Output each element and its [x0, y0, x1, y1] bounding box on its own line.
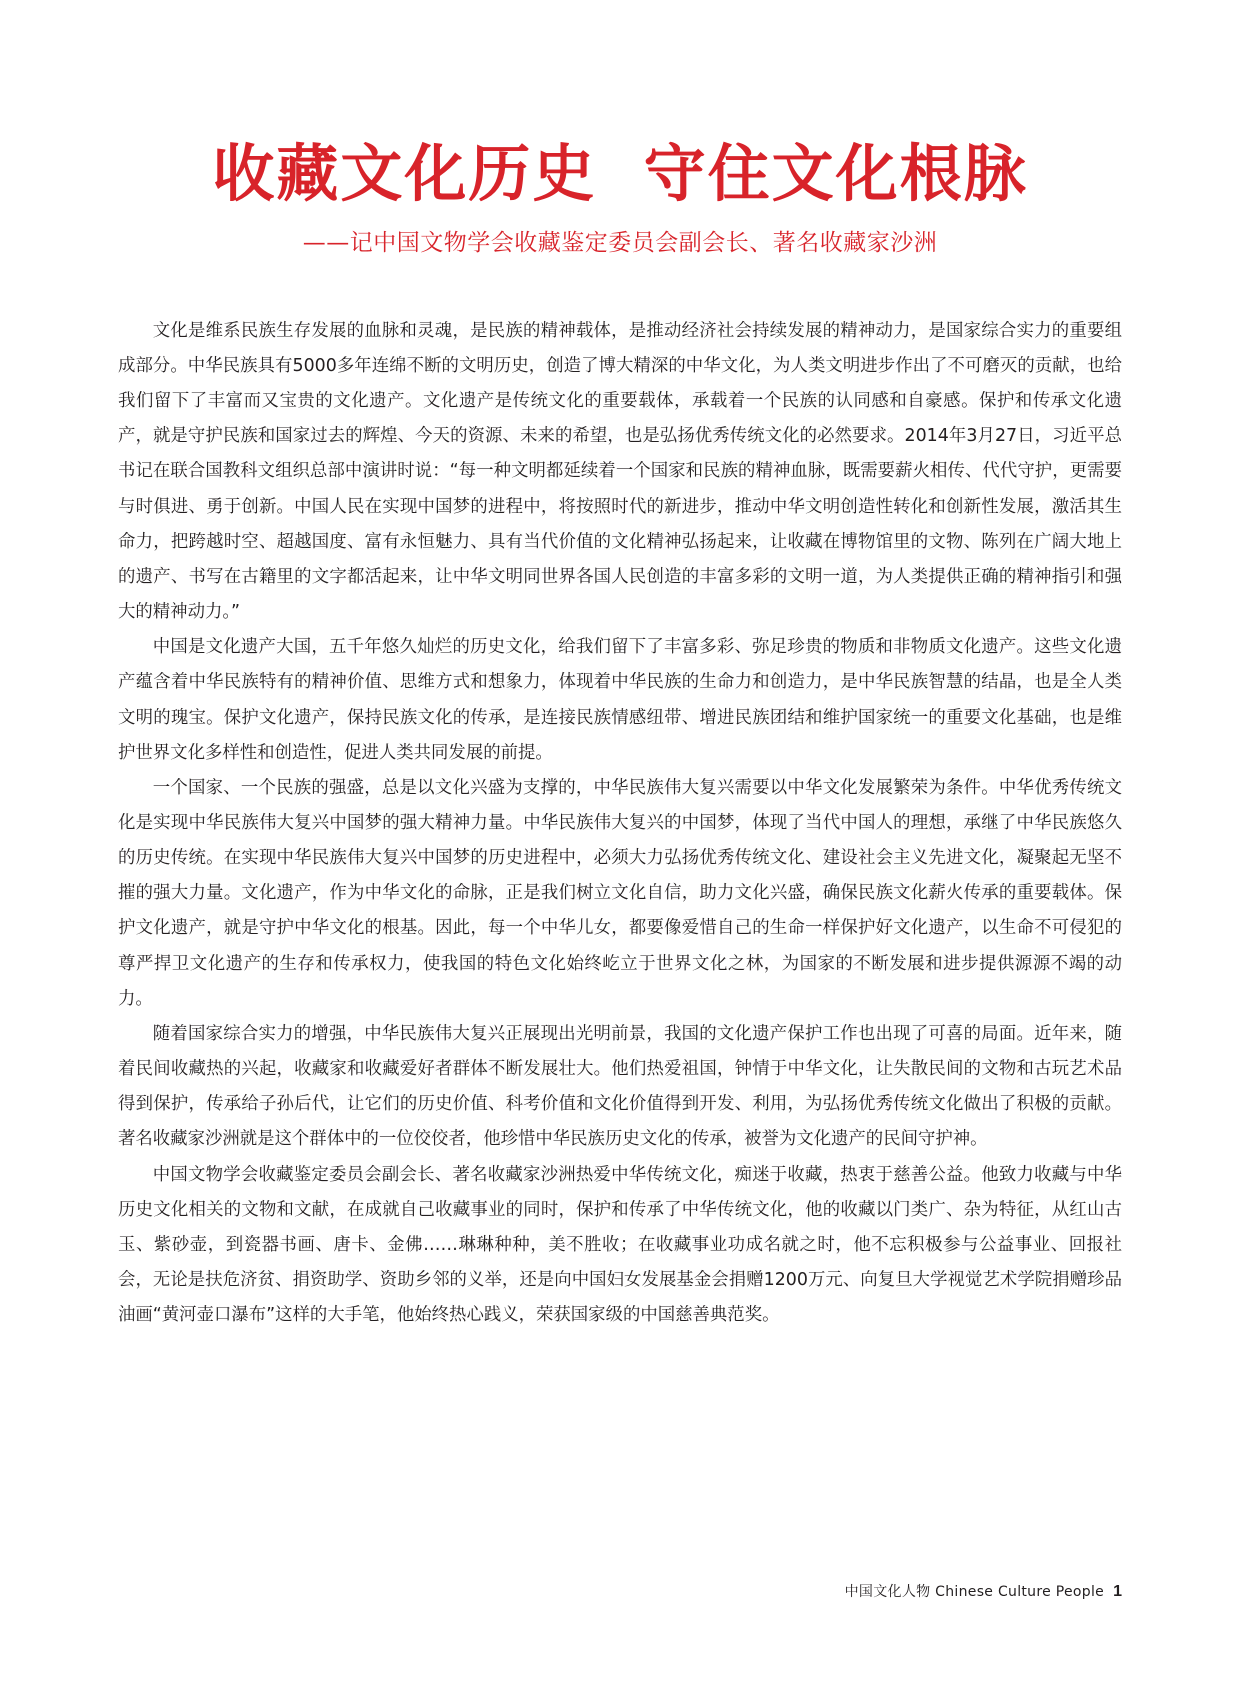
page-title: 收藏文化历史 守住文化根脉	[212, 137, 1028, 210]
footer-publication: 中国文化人物 Chinese Culture People	[844, 1584, 1105, 1600]
article-body	[118, 314, 1122, 1334]
page-footer	[0, 1581, 1240, 1601]
footer-page-number: 1	[1113, 1583, 1122, 1600]
paragraph: 中国文物学会收藏鉴定委员会副会长、著名收藏家沙洲热爱中华传统文化，痴迷于收藏，热衷于慈善公益。他致力收藏与中华历史文化相关的文物和文献，在成就自己收藏事业的同时，保护和传承了中华传统文化，他的收藏以门类广、杂为特征，从红山古玉、紫砂壶，到瓷器书画、唐卡、金佛……琳琳种种，美不胜收；在收藏事业功成名就之时，他不忘积极参与公益事业、回报社会，无论是扶危济贫、捐资助学、资助乡邻的义举，还是向中国妇女发展基金会捐赠1200万元、向复旦大学视觉艺术学院捐赠珍品油画“黄河壶口瀑布”这样的大手笔，他始终热心践义，荣获国家级的中国慈善典范奖。	[118, 1164, 1122, 1326]
title-block	[0, 0, 1240, 258]
paragraph: 文化是维系民族生存发展的血脉和灵魂，是民族的精神载体，是推动经济社会持续发展的精神动力，是国家综合实力的重要组成部分。中华民族具有5000多年连绵不断的文明历史，创造了博大精深的中华文化，为人类文明进步作出了不可磨灭的贡献，也给我们留下了丰富而又宝贵的文化遗产。文化遗产是传统文化的重要载体，承载着一个民族的认同感和自豪感。保护和传承文化遗产，就是守护民族和国家过去的辉煌、今天的资源、未来的希望，也是弘扬优秀传统文化的必然要求。2014年3月27日，习近平总书记在联合国教科文组织总部中演讲时说：“每一种文明都延续着一个国家和民族的精神血脉，既需要薪火相传、代代守护，更需要与时俱进、勇于创新。中国人民在实现中国梦的进程中，将按照时代的新进步，推动中华文明创造性转化和创新性发展，激活其生命力，把跨越时空、超越国度、富有永恒魅力、具有当代价值的文化精神弘扬起来，让收藏在博物馆里的文物、陈列在广阔大地上的遗产、书写在古籍里的文字都活起来，让中华文明同世界各国人民创造的丰富多彩的文明一道，为人类提供正确的精神指引和强大的精神动力。”	[118, 320, 1122, 623]
paragraph: 中国是文化遗产大国，五千年悠久灿烂的历史文化，给我们留下了丰富多彩、弥足珍贵的物质和非物质文化遗产。这些文化遗产蕴含着中华民族特有的精神价值、思维方式和想象力，体现着中华民族的生命力和创造力，是中华民族智慧的结晶，也是全人类文明的瑰宝。保护文化遗产，保持民族文化的传承，是连接民族情感纽带、增进民族团结和维护国家统一的重要文化基础，也是维护世界文化多样性和创造性，促进人类共同发展的前提。	[118, 637, 1122, 763]
paragraph: 随着国家综合实力的增强，中华民族伟大复兴正展现出光明前景，我国的文化遗产保护工作也出现了可喜的局面。近年来，随着民间收藏热的兴起，收藏家和收藏爱好者群体不断发展壮大。他们热爱祖国，钟情于中华文化，让失散民间的文物和古玩艺术品得到保护，传承给子孙后代，让它们的历史价值、科考价值和文化价值得到开发、利用，为弘扬优秀传统文化做出了积极的贡献。著名收藏家沙洲就是这个群体中的一位佼佼者，他珍惜中华民族历史文化的传承，被誉为文化遗产的民间守护神。	[118, 1023, 1122, 1150]
paragraph: 一个国家、一个民族的强盛，总是以文化兴盛为支撑的，中华民族伟大复兴需要以中华文化发展繁荣为条件。中华优秀传统文化是实现中华民族伟大复兴中国梦的强大精神力量。中华民族伟大复兴的中国梦，体现了当代中国人的理想，承继了中华民族悠久的历史传统。在实现中华民族伟大复兴中国梦的历史进程中，必须大力弘扬优秀传统文化、建设社会主义先进文化，凝聚起无坚不摧的强大力量。文化遗产，作为中华文化的命脉，正是我们树立文化自信，助力文化兴盛，确保民族文化薪火传承的重要载体。保护文化遗产，就是守护中华文化的根基。因此，每一个中华儿女，都要像爱惜自己的生命一样保护好文化遗产，以生命不可侵犯的尊严捍卫文化遗产的生存和传承权力，使我国的特色文化始终屹立于世界文化之林，为国家的不断发展和进步提供源源不竭的动力。	[118, 777, 1122, 1009]
page-subtitle: ——记中国文物学会收藏鉴定委员会副会长、著名收藏家沙洲	[302, 230, 938, 257]
